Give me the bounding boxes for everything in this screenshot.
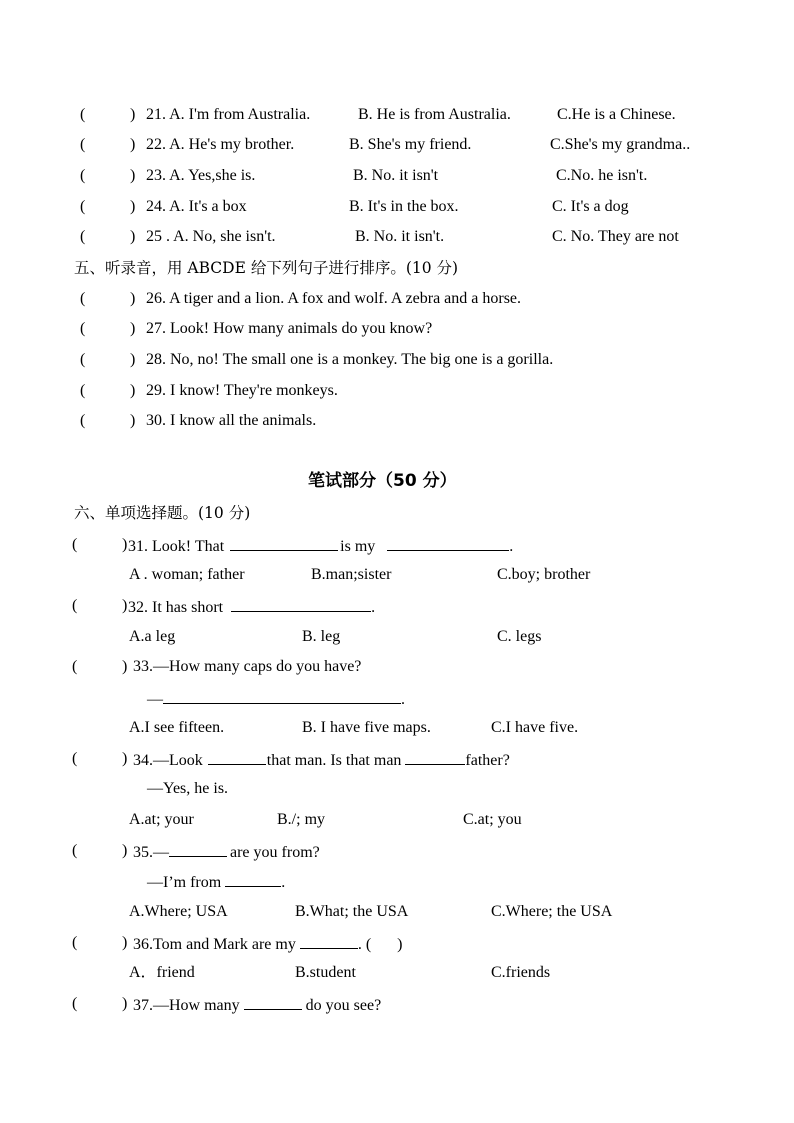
sentence-text: 26. A tiger and a lion. A fox and wolf. A zebra and a horse. [146, 290, 522, 307]
option-a: 24. A. It's a box [146, 198, 247, 215]
stem-end: . ( [357, 936, 372, 953]
option-a: A.Where; USA [129, 903, 228, 920]
stem-end: are you from? [230, 844, 320, 861]
option-b: B.What; the USA [295, 903, 409, 920]
option-c: C.No. he isn't. [556, 167, 648, 184]
option-c: C.at; you [463, 811, 522, 828]
answer-paren-open[interactable]: ( [72, 597, 78, 614]
dash: — [147, 691, 163, 708]
section-6-title: 六、单项选择题。(10 分) [74, 504, 251, 522]
answer-paren-close: ) [130, 382, 136, 399]
question-stem [133, 841, 320, 863]
answer-paren-close: ) [130, 351, 136, 368]
option-a: 21. A. I'm from Australia. [146, 106, 311, 123]
stem-text: that man. Is that man [266, 752, 402, 769]
blank-field[interactable] [405, 749, 465, 765]
option-b: B. leg [302, 628, 341, 645]
option-b: B. She's my friend. [349, 136, 472, 153]
option-c: C. legs [497, 628, 542, 645]
option-a: A．friend [129, 964, 195, 981]
answer-paren-open[interactable]: ( [72, 842, 78, 859]
option-a: A.a leg [129, 628, 176, 645]
answer-paren-close: ) [130, 412, 136, 429]
reply-line [147, 871, 285, 893]
answer-paren-close: ) [122, 658, 128, 675]
stem-end: . [371, 599, 376, 616]
question-stem [133, 749, 510, 771]
stem-end: . [401, 691, 405, 708]
answer-paren-open[interactable]: ( [72, 995, 78, 1012]
answer-paren-close: ) [122, 750, 128, 767]
blank-field[interactable] [387, 535, 509, 551]
option-b: B. No. it isn't [353, 167, 439, 184]
blank-field[interactable] [300, 933, 358, 949]
blank-field[interactable] [208, 749, 266, 765]
option-a: 23. A. Yes,she is. [146, 167, 256, 184]
option-c: C. It's a dog [552, 198, 629, 215]
section-5-title: 五、听录音，用 ABCDE 给下列句子进行排序。(10 分) [74, 259, 459, 277]
stem-end: do you see? [305, 997, 382, 1014]
reply-text: —Yes, he is. [147, 780, 229, 797]
answer-paren-close: ) [122, 842, 128, 859]
blank-field[interactable] [231, 596, 371, 612]
answer-paren-close: ) [122, 536, 128, 553]
answer-paren-close: ) [130, 290, 136, 307]
answer-paren-close: ) [130, 198, 136, 215]
answer-paren-close: ) [130, 320, 136, 337]
stem-text: 36.Tom and Mark are my [133, 936, 296, 953]
stem-end: . [509, 538, 514, 555]
answer-line [147, 688, 405, 710]
option-b: B. It's in the box. [349, 198, 459, 215]
sentence-text: 29. I know! They're monkeys. [146, 382, 338, 399]
answer-paren-open[interactable]: ( [80, 198, 86, 215]
option-a: A . woman; father [129, 566, 245, 583]
option-c: C.Where; the USA [491, 903, 613, 920]
option-c: C.He is a Chinese. [557, 106, 676, 123]
answer-paren-close: ) [130, 228, 136, 245]
stem-end-paren: ) [397, 936, 403, 953]
answer-paren-close: ) [122, 597, 128, 614]
stem-text: 35.— [133, 844, 169, 861]
answer-paren-open[interactable]: ( [80, 412, 86, 429]
answer-paren-close: ) [122, 995, 128, 1012]
stem-end: . [281, 874, 286, 891]
stem-text: 37.—How many [133, 997, 240, 1014]
option-c: C.She's my grandma.. [550, 136, 691, 153]
sentence-text: 27. Look! How many animals do you know? [146, 320, 433, 337]
blank-field[interactable] [163, 688, 401, 704]
reply-text: —I’m from [147, 874, 222, 891]
answer-paren-close: ) [130, 106, 136, 123]
answer-paren-open[interactable]: ( [72, 658, 78, 675]
option-c: C.boy; brother [497, 566, 591, 583]
option-c: C.friends [491, 964, 551, 981]
option-b: B. He is from Australia. [358, 106, 511, 123]
option-a: A.I see fifteen. [129, 719, 225, 736]
option-b: B. I have five maps. [302, 719, 431, 736]
option-a: A.at; your [129, 811, 194, 828]
option-c: C. No. They are not [552, 228, 679, 245]
stem-text: 32. It has short [128, 599, 224, 616]
option-b: B. No. it isn't. [355, 228, 445, 245]
option-b: B.man;sister [311, 566, 392, 583]
answer-paren-open[interactable]: ( [80, 136, 86, 153]
answer-paren-open[interactable]: ( [80, 228, 86, 245]
blank-field[interactable] [169, 841, 227, 857]
answer-paren-close: ) [130, 167, 136, 184]
question-stem [128, 535, 513, 557]
answer-paren-open[interactable]: ( [72, 750, 78, 767]
option-a: 22. A. He's my brother. [146, 136, 295, 153]
option-c: C.I have five. [491, 719, 579, 736]
answer-paren-open[interactable]: ( [80, 167, 86, 184]
answer-paren-open[interactable]: ( [80, 351, 86, 368]
answer-paren-open[interactable]: ( [80, 320, 86, 337]
blank-field[interactable] [244, 994, 302, 1010]
stem-text: is my [340, 538, 376, 555]
question-stem: 33.—How many caps do you have? [133, 658, 362, 675]
stem-text: 34.—Look [133, 752, 203, 769]
option-a: 25 . A. No, she isn't. [146, 228, 276, 245]
blank-field[interactable] [225, 871, 281, 887]
answer-paren-open[interactable]: ( [80, 290, 86, 307]
blank-field[interactable] [230, 535, 338, 551]
question-stem [128, 596, 375, 618]
option-b: B./; my [277, 811, 326, 828]
answer-paren-open[interactable]: ( [72, 934, 78, 951]
answer-paren-open[interactable]: ( [80, 382, 86, 399]
stem-text: 31. Look! That [128, 538, 225, 555]
written-part-title: 笔试部分（50 分） [308, 471, 457, 491]
stem-end: father? [465, 752, 510, 769]
answer-paren-open[interactable]: ( [80, 106, 86, 123]
option-b: B.student [295, 964, 356, 981]
answer-paren-open[interactable]: ( [72, 536, 78, 553]
question-stem [133, 994, 381, 1016]
answer-paren-close: ) [130, 136, 136, 153]
sentence-text: 28. No, no! The small one is a monkey. The big one is a gorilla. [146, 351, 554, 368]
sentence-text: 30. I know all the animals. [146, 412, 317, 429]
question-stem [133, 933, 403, 955]
answer-paren-close: ) [122, 934, 128, 951]
